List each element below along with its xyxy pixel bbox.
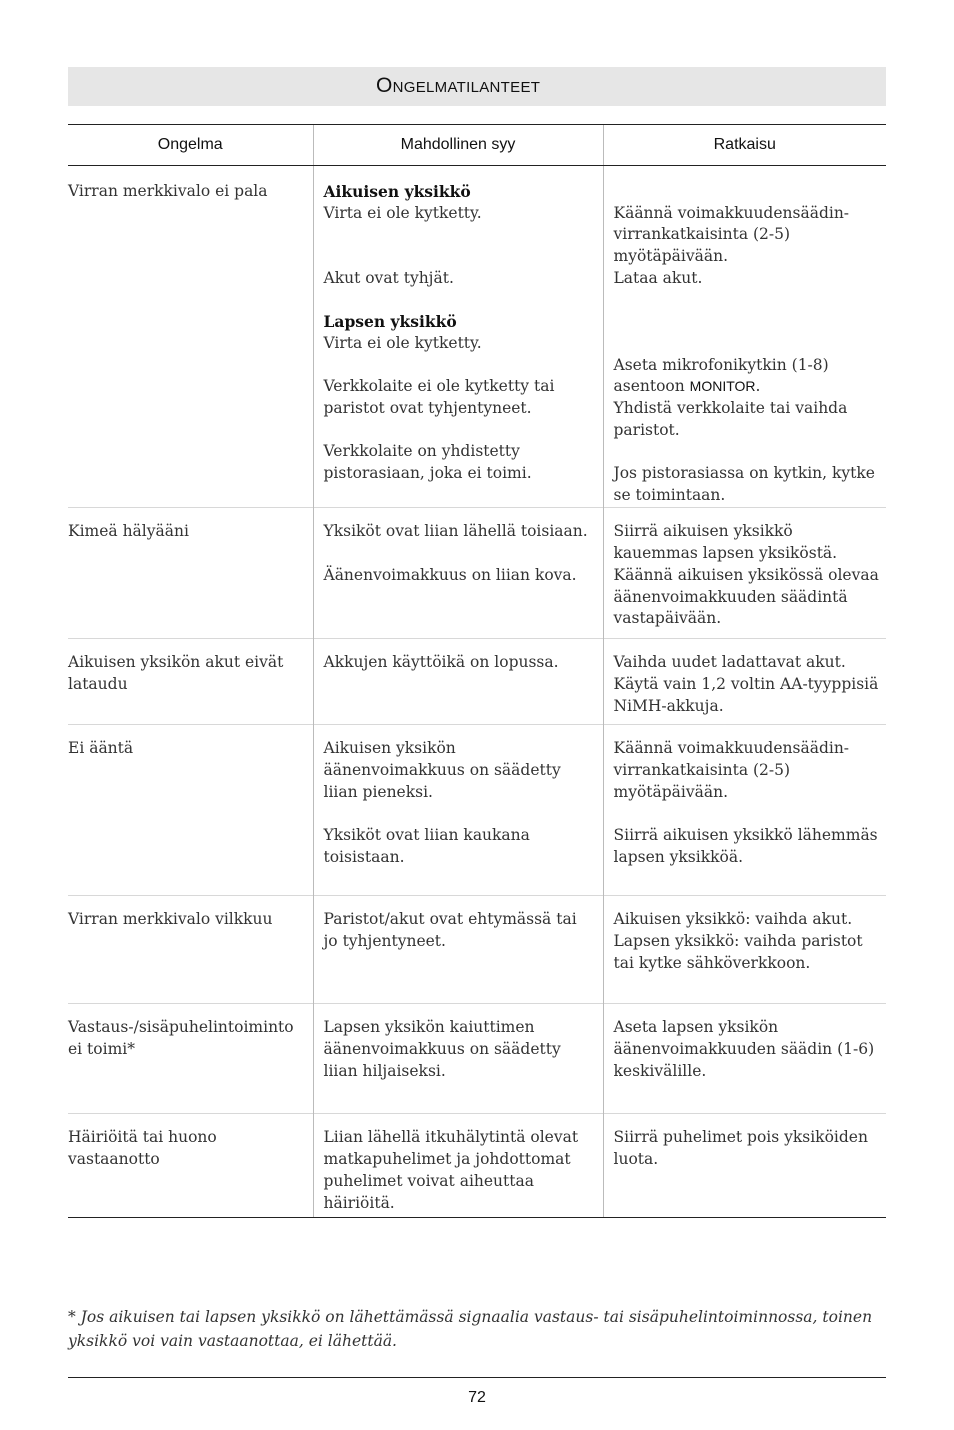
cause-text: Lapsen yksikön kaiuttimen äänenvoimakkuus on säädetty liian hiljaiseksi.	[323, 1018, 561, 1080]
problem-text: Virran merkkivalo vilkkuu	[68, 910, 273, 929]
solution-text: Käännä voimakkuudensäädin-virrankatkaisinta (2-5) myötäpäivään.	[613, 739, 850, 801]
cause-text: Yksiköt ovat liian lähellä toisiaan.	[323, 522, 588, 541]
solution-text: Siirrä aikuisen yksikkö lähemmäs lapsen yksikköä.	[613, 826, 878, 866]
solution-text: Aseta mikrofonikytkin (1-8) asentoon MONITOR.	[613, 355, 829, 396]
table-row	[68, 1004, 886, 1114]
table-row	[68, 639, 886, 725]
solution-cell	[603, 1004, 886, 1114]
page-number: 72	[468, 1389, 486, 1406]
problem-cell	[68, 896, 313, 1004]
solution-text: Aseta lapsen yksikön äänenvoimakkuuden säädin (1-6) keskivälille.	[613, 1018, 875, 1080]
cause-text: Akut ovat tyhjät.	[323, 268, 454, 287]
cause-cell	[313, 725, 603, 896]
solution-text: Jos pistorasiassa on kytkin, kytke se toimintaan.	[613, 464, 875, 504]
solution-cell	[603, 1114, 886, 1218]
solution-cell	[603, 725, 886, 896]
problem-text: Virran merkkivalo ei pala	[68, 182, 268, 200]
section-title-bar	[68, 67, 886, 106]
table-header-row	[68, 125, 886, 166]
monitor-mode-label: MONITOR	[689, 378, 756, 395]
cause-text: Verkkolaite ei ole kytketty tai paristot ovat tyhjentyneet.	[323, 377, 555, 417]
solution-text: Siirrä aikuisen yksikkö kauemmas lapsen yksiköstä.	[613, 522, 838, 563]
cause-text: Virta ei ole kytketty.	[323, 333, 482, 352]
table-row	[68, 166, 886, 508]
cause-text: Äänenvoimakkuus on liian kova.	[323, 565, 577, 584]
solution-text: Lataa akut.	[613, 268, 703, 287]
cause-text: Aikuisen yksikön äänenvoimakkuus on säädetty liian pieneksi.	[323, 739, 561, 801]
cause-text: Paristot/akut ovat ehtymässä tai jo tyhjentyneet.	[323, 910, 577, 951]
solution-text: Siirrä puhelimet pois yksiköiden luota.	[613, 1128, 868, 1169]
solution-text: Aikuisen yksikkö: vaihda akut.	[613, 910, 853, 929]
problem-cell	[68, 1114, 313, 1218]
cause-cell	[313, 1004, 603, 1114]
solution-text: Lapsen yksikkö: vaihda paristot tai kytke sähköverkkoon.	[613, 932, 863, 972]
problem-cell	[68, 508, 313, 639]
troubleshooting-table	[68, 124, 886, 1218]
solution-text: Käännä voimakkuudensäädin-virrankatkaisinta (2-5) myötäpäivään.	[613, 203, 850, 266]
cause-text: Yksiköt ovat liian kaukana toisistaan.	[323, 826, 530, 866]
header-cause: Mahdollinen syy	[313, 125, 603, 166]
table-row	[68, 725, 886, 896]
table-row	[68, 896, 886, 1004]
solution-text-part: Aseta mikrofonikytkin (1-8) asentoon	[613, 355, 829, 396]
table-row	[68, 1114, 886, 1218]
cause-cell	[313, 896, 603, 1004]
cause-cell	[313, 508, 603, 639]
section-title: Ongelmatilanteet	[376, 74, 541, 97]
solution-cell	[603, 639, 886, 725]
cause-text: Akkujen käyttöikä on lopussa.	[323, 653, 559, 672]
cause-cell	[313, 639, 603, 725]
header-problem: Ongelma	[68, 125, 313, 166]
bottom-divider	[68, 1377, 886, 1378]
solution-cell	[603, 166, 886, 508]
cause-cell	[313, 166, 603, 508]
problem-cell	[68, 725, 313, 896]
cause-cell	[313, 1114, 603, 1218]
problem-text: Vastaus-/sisäpuhelintoiminto ei toimi*	[68, 1018, 294, 1059]
problem-text: Ei ääntä	[68, 739, 134, 758]
solution-cell	[603, 896, 886, 1004]
problem-text: Kimeä hälyääni	[68, 522, 189, 541]
problem-cell	[68, 1004, 313, 1114]
footnote: * Jos aikuisen tai lapsen yksikkö on lähettämässä signaalia vastaus- tai sisäpuhelintoiminnossa, toinen yksikkö voi vain vastaanottaa, ei lähettää.	[68, 1308, 873, 1350]
problem-cell	[68, 166, 313, 508]
problem-cell	[68, 639, 313, 725]
header-solution: Ratkaisu	[603, 125, 886, 166]
cause-text: Virta ei ole kytketty.	[323, 203, 482, 222]
solution-text: Yhdistä verkkolaite tai vaihda paristot.	[613, 398, 848, 439]
cause-text: Verkkolaite on yhdistetty pistorasiaan, joka ei toimi.	[323, 442, 532, 483]
problem-text: Häiriöitä tai huono vastaanotto	[68, 1128, 217, 1169]
solution-text: Käännä aikuisen yksikössä olevaa äänenvoimakkuuden säädintä vastapäivään.	[613, 565, 879, 628]
table-row	[68, 508, 886, 639]
solution-cell	[603, 508, 886, 639]
cause-text: Liian lähellä itkuhälytintä olevat matkapuhelimet ja johdottomat puhelimet voivat aiheuttaa häiriöitä.	[323, 1128, 579, 1212]
solution-text: Käytä vain 1,2 voltin AA-tyyppisiä NiMH-akkuja.	[613, 675, 879, 715]
solution-text: Vaihda uudet ladattavat akut.	[613, 653, 846, 672]
problem-text: Aikuisen yksikön akut eivät lataudu	[68, 653, 284, 694]
adult-unit-heading: Aikuisen yksikkö	[323, 182, 471, 201]
child-unit-heading: Lapsen yksikkö	[323, 312, 457, 332]
